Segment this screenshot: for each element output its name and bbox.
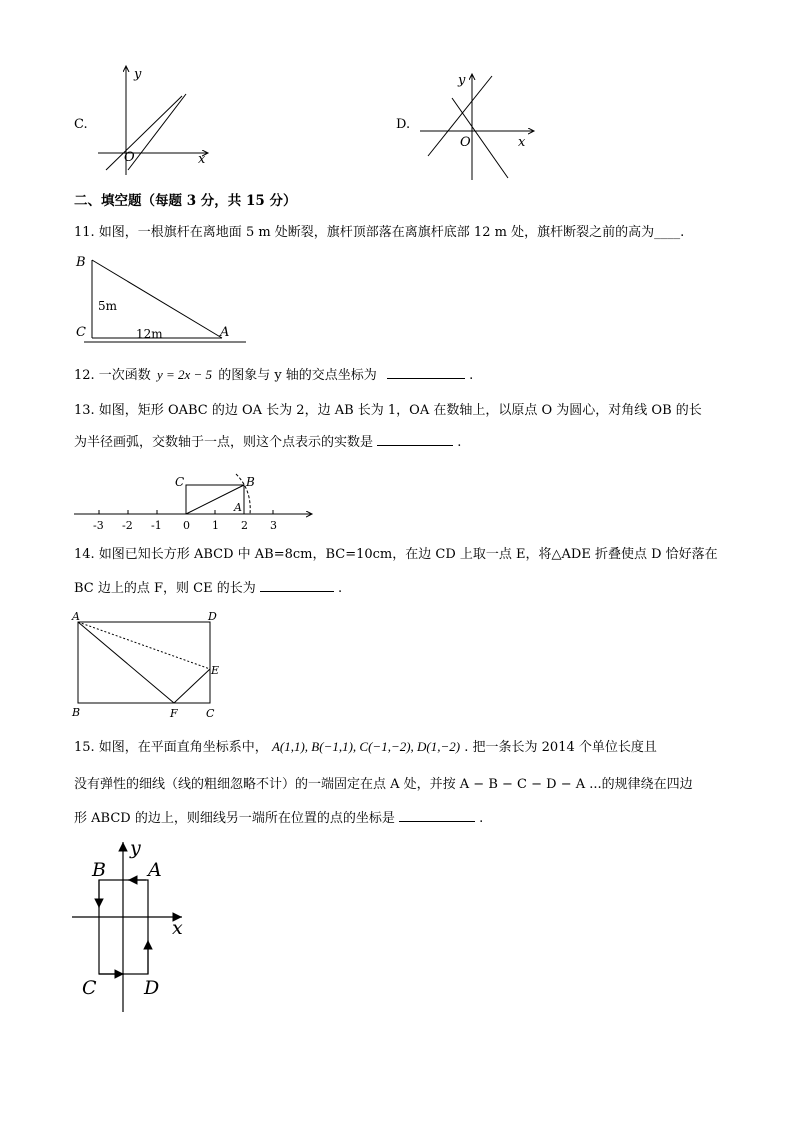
question-13-end: .	[457, 435, 462, 450]
y-axis-label: y	[130, 837, 141, 859]
question-11-text: 11. 如图，一根旗杆在离地面 5 m 处断裂，旗杆顶部落在离旗杆底部 12 m 处，旗杆断裂之前的高为____.	[74, 225, 685, 240]
question-13-line2	[74, 432, 461, 452]
origin-label: O	[124, 150, 135, 165]
question-12-end: .	[469, 368, 474, 383]
question-13-number-line	[70, 470, 320, 532]
y-axis-label: y	[134, 67, 142, 82]
question-14-line2-text: BC 边上的点 F，则 CE 的长为	[74, 581, 256, 596]
question-12-suffix: 的图象与 y 轴的交点坐标为	[218, 368, 377, 383]
option-c-label: C.	[74, 117, 88, 132]
tick-label: 2	[241, 519, 248, 532]
question-15-points: A(1,1), B(−1,1), C(−1,−2), D(1,−2)	[271, 739, 461, 754]
tick-label: 3	[270, 519, 277, 532]
side-bc-label: 5m	[98, 299, 118, 313]
y-axis-label: y	[458, 73, 466, 88]
point-c-label: C	[82, 977, 97, 999]
question-14-end: .	[338, 581, 343, 596]
answer-blank	[260, 578, 334, 592]
line-2	[128, 94, 186, 170]
point-a-label: A	[220, 325, 230, 340]
side-ca-label: 12m	[136, 327, 163, 341]
point-b-label: B	[72, 706, 81, 719]
point-c-label: C	[76, 325, 86, 340]
question-14-line2	[74, 578, 342, 598]
point-d-label: D	[144, 977, 160, 999]
question-12-line	[74, 365, 473, 385]
answer-blank	[387, 365, 465, 379]
section-title: 二、填空题（每题 3 分，共 15 分）	[74, 193, 297, 209]
question-14-figure	[68, 608, 228, 722]
tick-label: -3	[93, 519, 104, 532]
rectangle-abcd	[78, 622, 210, 703]
point-e-label: E	[211, 664, 220, 677]
question-11-figure	[70, 250, 255, 350]
point-b-label: B	[246, 475, 255, 489]
tick-label: -1	[151, 519, 162, 532]
x-axis-label: x	[198, 152, 206, 167]
option-d-label: D.	[396, 117, 411, 132]
segment-fe	[174, 669, 210, 703]
point-c-label: C	[206, 707, 215, 720]
tick-label: 1	[212, 519, 219, 532]
question-12-formula: y = 2x − 5	[156, 367, 213, 382]
tick-label: -2	[122, 519, 133, 532]
point-a-label: A	[234, 501, 242, 514]
question-15-line1-suffix: . 把一条长为 2014 个单位长度且	[464, 740, 657, 755]
point-a-label: A	[148, 859, 162, 881]
point-d-label: D	[208, 610, 217, 623]
question-15-line3	[74, 808, 483, 828]
point-a-label: A	[72, 610, 80, 623]
question-15-line1	[74, 738, 657, 757]
question-13-line1: 13. 如图，矩形 OABC 的边 OA 长为 2，边 AB 长为 1，OA 在数轴上，以原点 O 为圆心，对角线 OB 的长	[74, 403, 702, 418]
question-14-line1: 14. 如图已知长方形 ABCD 中 AB=8cm，BC=10cm，在边 CD 上取一点 E，将△ADE 折叠使点 D 恰好落在	[74, 547, 718, 562]
answer-blank	[399, 808, 475, 822]
point-b-label: B	[76, 255, 86, 270]
option-d-graph	[412, 68, 542, 186]
question-15-line2: 没有弹性的细线（线的粗细忽略不计）的一端固定在点 A 处，并按 A − B − C − D − A ...的规律绕在四边	[74, 777, 693, 792]
x-axis-label: x	[518, 135, 526, 150]
question-15-line1-prefix: 15. 如图，在平面直角坐标系中，	[74, 740, 268, 755]
question-15-end: .	[479, 811, 484, 826]
question-12-prefix: 12. 一次函数	[74, 368, 151, 383]
answer-blank	[377, 432, 453, 446]
point-b-label: B	[92, 859, 106, 881]
point-f-label: F	[170, 707, 178, 720]
point-c-label: C	[175, 475, 185, 489]
tick-label: 0	[183, 519, 190, 532]
question-13-line2-text: 为半径画弧，交数轴于一点，则这个点表示的实数是	[74, 435, 374, 450]
option-c-graph	[90, 60, 220, 180]
question-15-figure	[68, 836, 198, 1016]
origin-label: O	[460, 135, 471, 150]
line-1	[106, 96, 182, 170]
segment-af	[78, 622, 174, 703]
x-axis-label: x	[172, 917, 183, 939]
fold-line-ae	[78, 622, 210, 669]
question-15-line3-text: 形 ABCD 的边上，则细线另一端所在位置的点的坐标是	[74, 811, 395, 826]
